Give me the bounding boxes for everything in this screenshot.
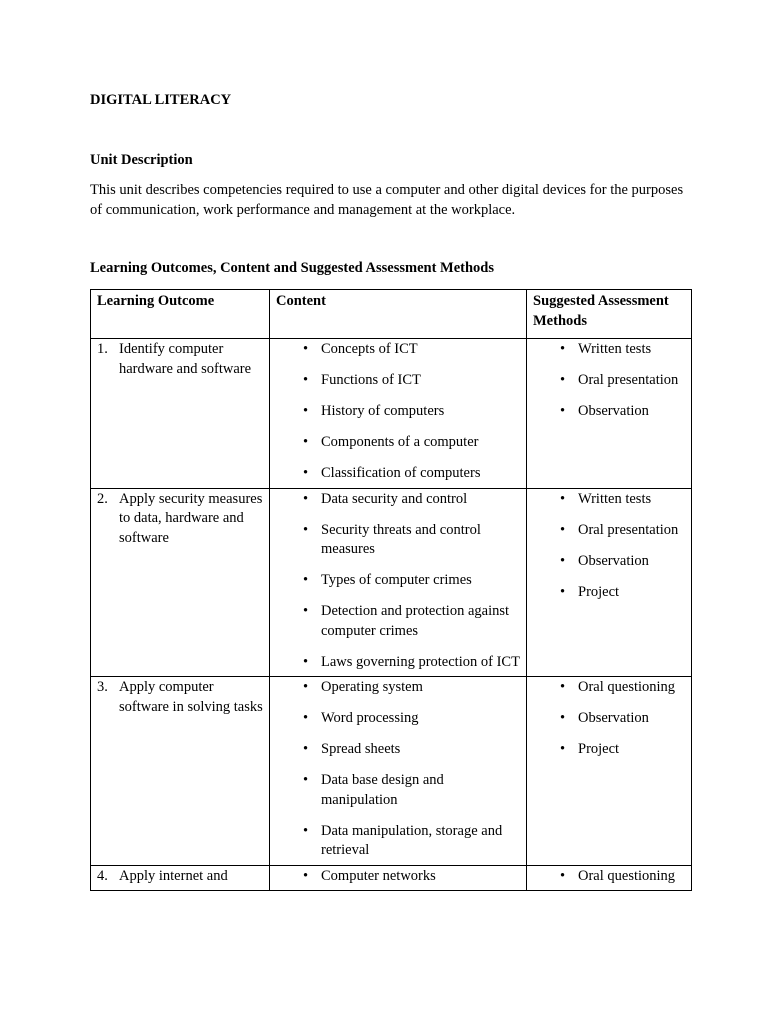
learning-outcomes-table — [90, 289, 692, 891]
table-row — [91, 488, 692, 677]
assessment-item: • Project — [533, 583, 685, 603]
assessment-item: • Written tests — [533, 490, 685, 510]
outcome-number: 3. — [97, 679, 108, 695]
assessment-cell — [527, 677, 692, 866]
content-item: • History of computers — [276, 402, 520, 422]
content-item: • Concepts of ICT — [276, 340, 520, 360]
content-item: • Spread sheets — [276, 740, 520, 760]
outcome-text: Apply computer software in solving tasks — [119, 679, 263, 715]
content-cell — [270, 339, 527, 489]
assessment-cell — [527, 488, 692, 677]
content-item: • Detection and protection against computer crimes — [276, 602, 520, 641]
content-item: • Operating system — [276, 678, 520, 698]
outcome-text: Apply internet and — [119, 867, 228, 884]
content-item: • Data manipulation, storage and retrieval — [276, 822, 520, 861]
table-row — [91, 865, 692, 891]
table-header-row — [91, 290, 692, 339]
content-item: • Data security and control — [276, 490, 520, 510]
outcome-number: 1. — [97, 341, 108, 357]
header-learning-outcome: Learning Outcome — [91, 290, 270, 339]
outcome-cell — [91, 865, 270, 891]
outcome-cell — [91, 488, 270, 677]
header-assessment-methods: Suggested Assessment Methods — [527, 290, 692, 339]
content-item: • Laws governing protection of ICT — [276, 653, 520, 673]
assessment-item: • Oral questioning — [533, 867, 685, 887]
content-cell — [270, 865, 527, 891]
unit-description-heading: Unit Description — [90, 152, 193, 168]
outcome-number: 2. — [97, 490, 108, 507]
assessment-item: • Written tests — [533, 340, 685, 360]
assessment-cell — [527, 339, 692, 489]
content-item: • Components of a computer — [276, 433, 520, 453]
content-item: • Security threats and control measures — [276, 521, 520, 560]
assessment-item: • Oral presentation — [533, 371, 685, 391]
content-item: • Types of computer crimes — [276, 571, 520, 591]
table-row — [91, 339, 692, 489]
assessment-item: • Observation — [533, 402, 685, 422]
outcome-number: 4. — [97, 867, 108, 884]
header-content: Content — [270, 290, 527, 339]
content-item: • Data base design and manipulation — [276, 771, 520, 810]
assessment-item: • Project — [533, 740, 685, 760]
document-title: DIGITAL LITERACY — [90, 92, 232, 108]
content-item: • Word processing — [276, 709, 520, 729]
content-item: • Classification of computers — [276, 464, 520, 484]
assessment-item: • Observation — [533, 552, 685, 572]
table-row — [91, 677, 692, 866]
table-heading: Learning Outcomes, Content and Suggested Assessment Methods — [90, 260, 495, 276]
content-item: • Computer networks — [276, 867, 520, 887]
unit-description-text: This unit describes competencies required to use a computer and other digital devices for the purposes of communication, work performance and management at the workplace. — [90, 182, 684, 218]
assessment-cell — [527, 865, 692, 891]
outcome-cell — [91, 339, 270, 489]
outcome-cell — [91, 677, 270, 866]
content-cell — [270, 677, 527, 866]
outcome-text: Apply security measures to data, hardware and software — [119, 490, 263, 546]
assessment-item: • Oral presentation — [533, 521, 685, 541]
assessment-item: • Observation — [533, 709, 685, 729]
content-item: • Functions of ICT — [276, 371, 520, 391]
content-cell — [270, 488, 527, 677]
assessment-item: • Oral questioning — [533, 678, 685, 698]
outcome-text: Identify computer hardware and software — [119, 341, 252, 377]
